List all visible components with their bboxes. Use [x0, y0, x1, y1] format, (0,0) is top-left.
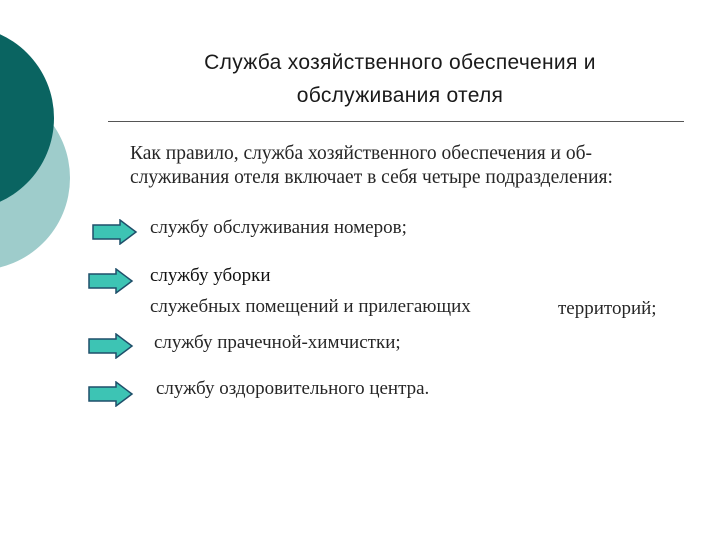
arrow-right-icon — [88, 268, 134, 294]
intro-paragraph — [130, 142, 690, 190]
slide-title — [100, 46, 700, 112]
slide-title-line-2: обслуживания отеля — [296, 84, 504, 107]
decorative-circles — [0, 0, 80, 290]
list-item-cleaning-service: службу уборки — [150, 265, 271, 286]
intro-line-2: служивания отеля включает в себя четыре подразделения: — [130, 167, 613, 188]
slide-title-line-1: Служба хозяйственного обеспечения и — [204, 51, 596, 74]
list-item-wellness-center: службу оздоровительного центра. — [156, 378, 430, 399]
list-item-room-service: службу обслуживания номеров; — [150, 217, 407, 238]
list-item-laundry-service: службу прачечной-химчистки; — [154, 332, 401, 353]
arrow-right-icon — [92, 219, 138, 245]
arrow-right-icon — [88, 333, 134, 359]
arrow-right-icon — [88, 381, 134, 407]
list-item-territories: территорий; — [558, 298, 657, 319]
intro-line-1: Как правило, служба хозяйственного обеспечения и об- — [130, 143, 593, 164]
list-item-cleaning-service-continued: служебных помещений и прилегающих — [150, 296, 471, 317]
title-divider — [108, 121, 684, 122]
